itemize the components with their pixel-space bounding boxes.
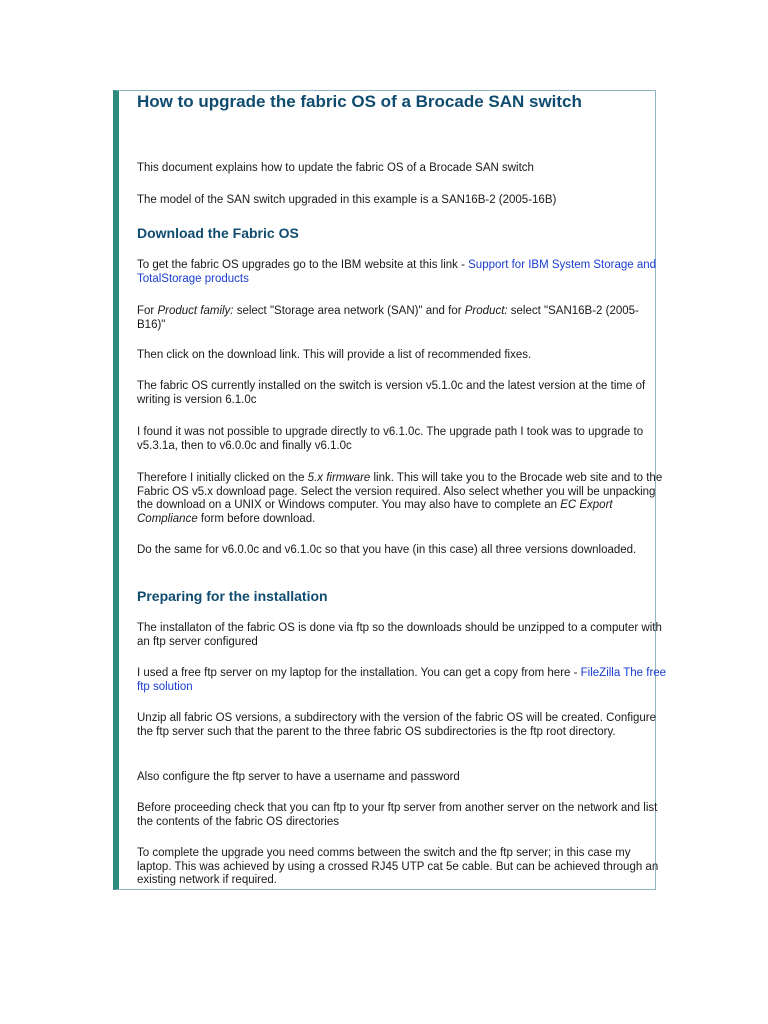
product-label: Product:	[464, 305, 508, 317]
prep-paragraph-check-ftp: Before proceeding check that you can ftp to your ftp server from another server on the network and list the contents of the fabric OS directories	[137, 802, 658, 828]
download-p2-a: For	[137, 305, 158, 317]
download-p6-a: Therefore I initially clicked on the	[137, 472, 308, 484]
ibm-support-link[interactable]: Support for IBM System Storage and TotalStorage products	[137, 259, 657, 285]
section-heading-preparing: Preparing for the installation	[137, 588, 328, 604]
product-family-label: Product family:	[157, 305, 234, 317]
filezilla-link[interactable]: FileZilla The free ftp solution	[137, 667, 667, 693]
download-paragraph-upgrade-path: I found it was not possible to upgrade directly to v6.1.0c. The upgrade path I took was to upgrade to v5.3.1a, then to v6.0.0c and finally v6.1.0c	[137, 426, 644, 452]
download-paragraph-all-versions: Do the same for v6.0.0c and v6.1.0c so that you have (in this case) all three versions downloaded.	[137, 544, 637, 556]
download-paragraph-ibm-link	[137, 259, 667, 286]
prep-paragraph-comms: To complete the upgrade you need comms between the switch and the ftp server; in this case my laptop. This was achieved by using a crossed RJ45 UTP cat 5e cable. But can be achieved through an existing network if required.	[137, 847, 659, 886]
prep-paragraph-unzip: Unzip all fabric OS versions, a subdirectory with the version of the fabric OS will be created. Configure the ftp server such that the parent to the three fabric OS subdirectories is the ftp root directory.	[137, 712, 657, 738]
prep-paragraph-credentials: Also configure the ftp server to have a username and password	[137, 771, 460, 783]
download-p2-c: select "Storage area network (SAN)" and for	[233, 305, 465, 317]
intro-paragraph-1: This document explains how to update the fabric OS of a Brocade SAN switch	[137, 162, 534, 174]
download-p6-c: link. This will take you to the Brocade web site and to the Fabric OS v5.x download page. Select the version required. Also select whether you will be unpacking the download on a UNIX or Windows computer. You may also have to complete an	[137, 472, 663, 511]
download-paragraph-click: Then click on the download link. This will provide a list of recommended fixes.	[137, 349, 532, 361]
download-p2-e: select "SAN16B-2 (2005-B16)"	[137, 305, 639, 331]
ec-export-compliance-label: EC Export Compliance	[137, 499, 613, 525]
document-frame	[113, 90, 667, 890]
download-p1-prefix: To get the fabric OS upgrades go to the IBM website at this link -	[137, 259, 469, 271]
download-paragraph-firmware-link	[137, 472, 667, 526]
download-paragraph-product	[137, 305, 667, 332]
prep-paragraph-filezilla	[137, 667, 667, 694]
prep-paragraph-ftp: The installaton of the fabric OS is done via ftp so the downloads should be unzipped to a computer with an ftp server configured	[137, 622, 662, 648]
page-title: How to upgrade the fabric OS of a Brocade SAN switch	[137, 92, 582, 111]
download-paragraph-current-version: The fabric OS currently installed on the switch is version v5.1.0c and the latest version at the time of writing is version 6.1.0c	[137, 380, 646, 406]
section-heading-download: Download the Fabric OS	[137, 225, 299, 241]
download-p6-e: form before download.	[197, 512, 316, 525]
intro-paragraph-2: The model of the SAN switch upgraded in this example is a SAN16B-2 (2005-16B)	[137, 194, 557, 206]
prep-p2-prefix: I used a free ftp server on my laptop for the installation. You can get a copy from here -	[137, 667, 581, 679]
firmware-link-label: 5.x firmware	[307, 472, 371, 484]
